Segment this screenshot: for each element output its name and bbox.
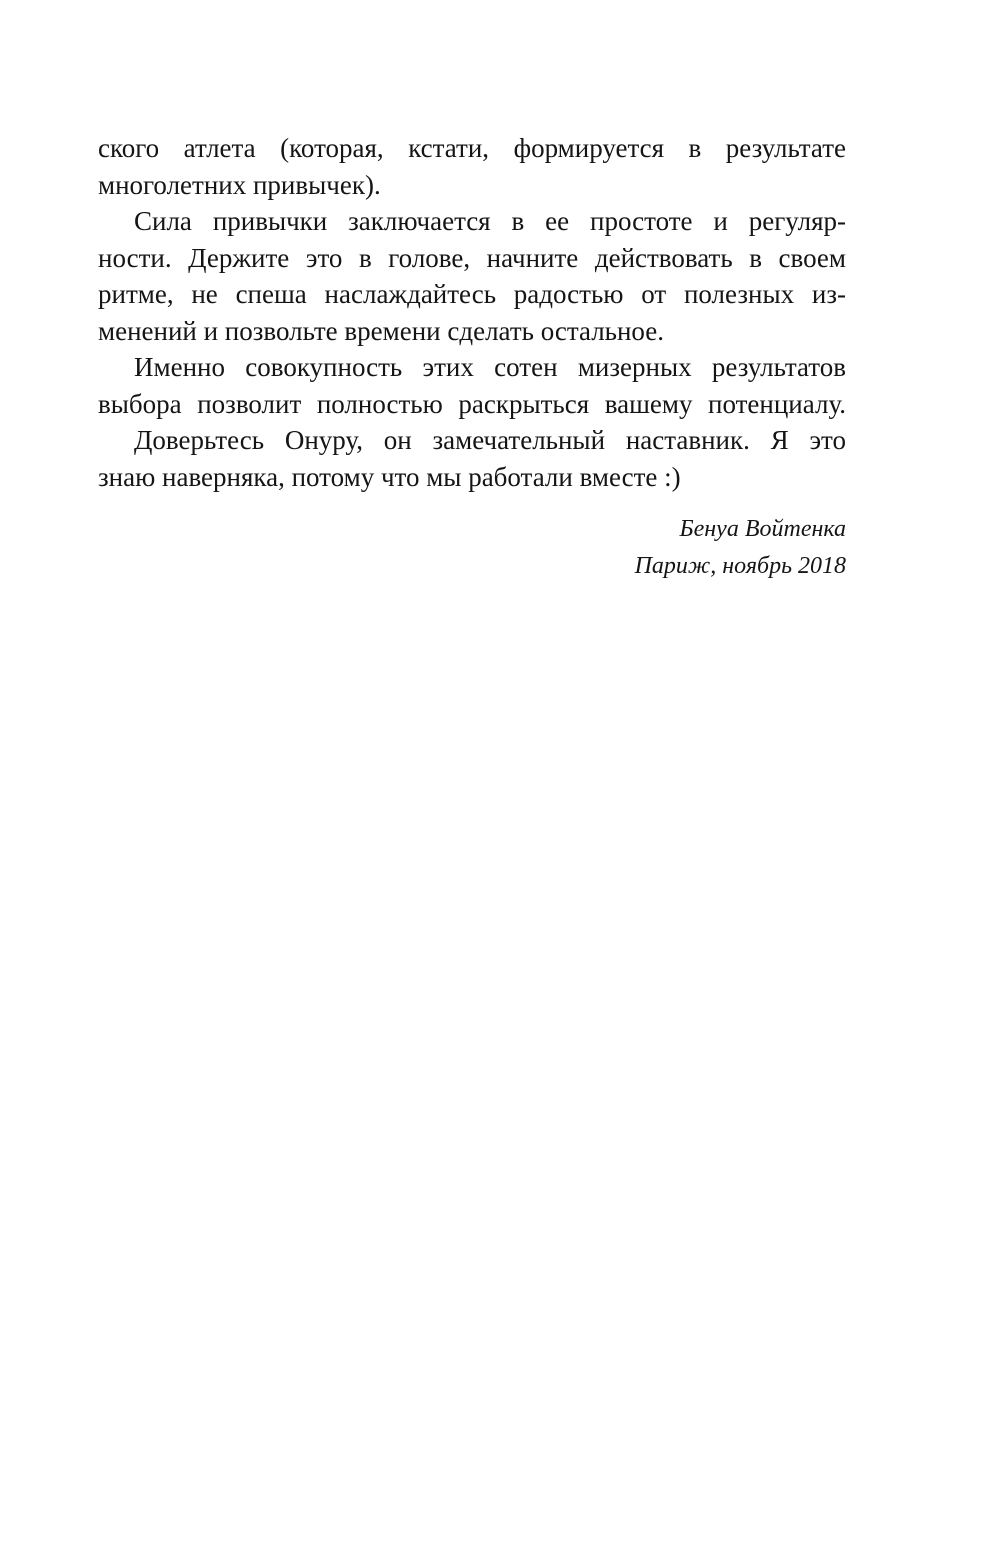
signature-author: Бенуа Войтенка [679, 516, 846, 542]
text-line: ского атлета (которая, кстати, формируется в результате [98, 133, 846, 163]
body-text [98, 130, 846, 495]
text-line: Доверьтесь Онуру, он замечательный наставник. Я это [134, 425, 846, 455]
text-line: Именно совокупность этих сотен мизерных результатов [134, 352, 846, 382]
text-line: менений и позвольте времени сделать остальное. [98, 315, 664, 346]
text-line: ритме, не спеша наслаждайтесь радостью от полезных из- [98, 279, 846, 309]
paragraph [98, 203, 846, 349]
text-line: выбора позволит полностью раскрыться вашему потенциалу. [98, 388, 846, 419]
paragraph [98, 422, 846, 495]
text-line: многолетних привычек). [98, 169, 381, 200]
text-line: ности. Держите это в голове, начните действовать в своем [98, 242, 846, 273]
paragraph [98, 130, 846, 203]
text-line: знаю наверняка, потому что мы работали вместе :) [98, 461, 681, 492]
paragraph [98, 349, 846, 422]
signature-place-date: Париж, ноябрь 2018 [634, 552, 846, 579]
signature-block [98, 511, 846, 584]
text-line: Сила привычки заключается в ее простоте и регуляр- [134, 206, 846, 236]
